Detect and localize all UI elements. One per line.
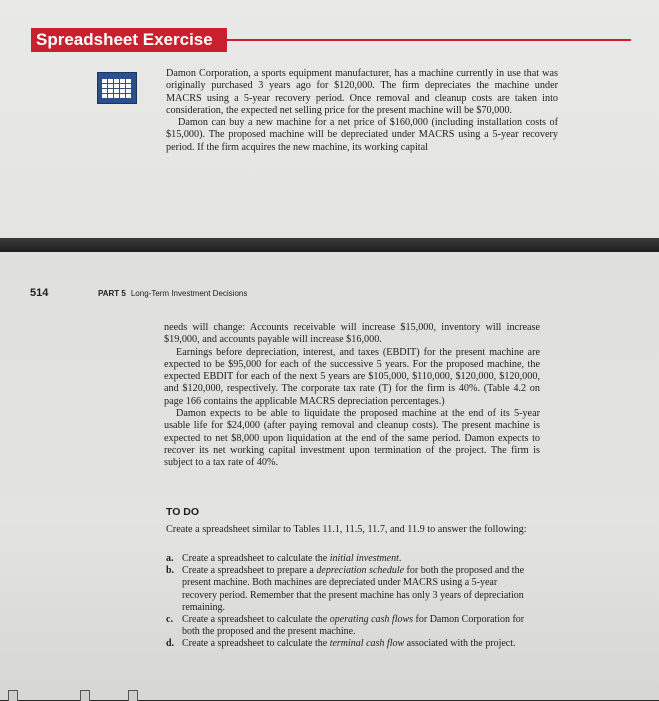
list-item: d. Create a spreadsheet to calculate the terminal cash flow associated with the project. xyxy=(166,638,516,650)
binder-clip-icon xyxy=(8,690,18,701)
running-head xyxy=(98,289,247,298)
list-item: c. Create a spreadsheet to calculate the operating cash flows for Damon Corporation for both the proposed and the present machine. xyxy=(166,614,525,638)
exercise-continued xyxy=(164,322,540,470)
paragraph: needs will change: Accounts receivable will increase $15,000, inventory will increase $19,000, and accounts payable will increase $16,000. xyxy=(164,322,540,346)
bottom-edge xyxy=(0,684,659,700)
banner-rule xyxy=(227,39,631,41)
paragraph: Damon can buy a new machine for a net price of $160,000 (including installation costs of $15,000). The proposed machine will be depreciated under MACRS using a 5-year recovery period. If the firm acquires the new machine, its working capital xyxy=(166,117,558,153)
todo-intro xyxy=(166,524,542,536)
paragraph: Earnings before depreciation, interest, and taxes (EBDIT) for the present machine are expected to be $95,000 for each of the successive 5 years. For the proposed machine, the expected EBDIT for each of the next 5 years are $105,000, $110,000, $120,000, $120,000, and $120,000, respectively. The corporate tax rate (T) for the firm is 40%. (Table 4.2 on page 166 contains the applicable MACRS depreciation percentages.) xyxy=(164,346,540,407)
binder-clip-icon xyxy=(80,690,90,701)
section-banner: Spreadsheet Exercise xyxy=(31,28,227,52)
top-page xyxy=(0,0,659,238)
binder-clip-icon xyxy=(128,690,138,701)
paragraph: Damon Corporation, a sports equipment manufacturer, has a machine currently in use that was originally purchased 3 years ago for $120,000. The firm depreciates the machine under MACRS using a 5-year recovery period. Once removal and cleanup costs are taken into consideration, the expected net selling price for the present machine will be $70,000. xyxy=(166,68,558,116)
spreadsheet-icon xyxy=(97,72,137,104)
paragraph: Create a spreadsheet similar to Tables 11.1, 11.5, 11.7, and 11.9 to answer the following: xyxy=(166,524,527,535)
todo-list xyxy=(166,553,526,651)
part-label: PART 5 xyxy=(98,289,126,298)
page-gap xyxy=(0,238,659,252)
paragraph: Damon expects to be able to liquidate the proposed machine at the end of its 5-year usable life for $24,000 (after paying removal and cleanup costs). The present machine is expected to net $8,000 upon liquidation at the end of the same period. Damon expects to recover its net working capital investment upon termination of the project. The firm is subject to a tax rate of 40%. xyxy=(164,408,540,469)
exercise-intro xyxy=(166,68,558,154)
todo-heading: TO DO xyxy=(166,506,200,518)
list-item: b. Create a spreadsheet to prepare a depreciation schedule for both the proposed and the present machine. Both machines are depreciated under MACRS using a 5-year recovery period. Remember that the present machine has only 3 years of depreciation remaining. xyxy=(166,565,525,613)
page-number: 514 xyxy=(30,287,49,299)
list-item: a. Create a spreadsheet to calculate the initial investment. xyxy=(166,553,402,564)
part-title: Long-Term Investment Decisions xyxy=(130,289,248,298)
